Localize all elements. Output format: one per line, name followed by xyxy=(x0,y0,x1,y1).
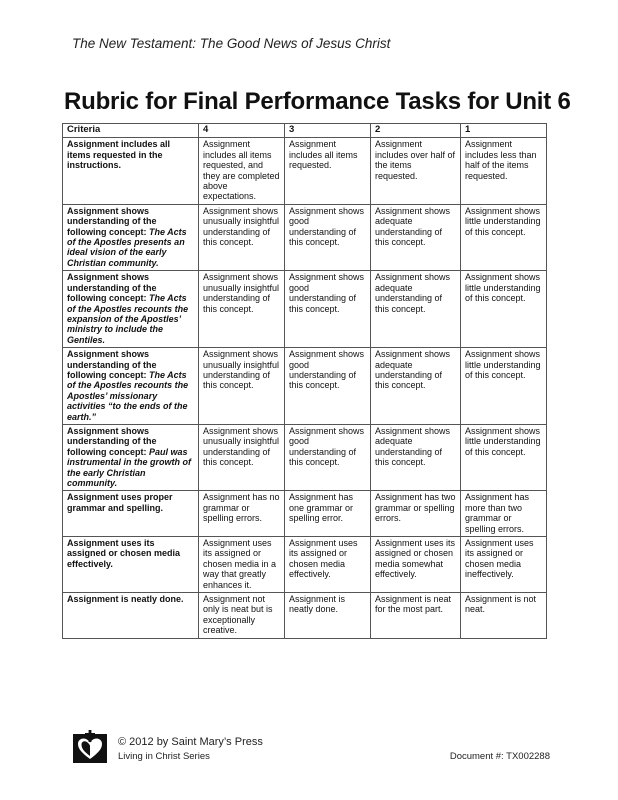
score-3-cell: Assignment uses its assigned or chosen media effectively. xyxy=(285,537,371,593)
score-3-cell: Assignment includes all items requested. xyxy=(285,138,371,204)
table-row xyxy=(63,138,547,204)
criterion-text: Assignment shows understanding of the following concept: xyxy=(67,205,157,237)
score-3-cell: Assignment shows good understanding of this concept. xyxy=(285,348,371,425)
criterion-text: Assignment shows understanding of the following concept: xyxy=(67,349,157,380)
score-4-cell: Assignment not only is neat but is exceptionally creative. xyxy=(199,593,285,639)
score-2-cell: Assignment shows adequate understanding of this concept. xyxy=(371,424,461,490)
criterion-concept: The Acts of the Apostles recounts the Apostles’ missionary activities “to the ends of the earth.” xyxy=(67,369,189,422)
criterion-concept: The Acts of the Apostles presents an ideal vision of the early Christian community. xyxy=(67,226,187,268)
column-header-criteria: Criteria xyxy=(63,124,199,138)
column-header-score-2: 2 xyxy=(371,124,461,138)
column-header-score-3: 3 xyxy=(285,124,371,138)
table-row xyxy=(63,204,547,270)
saint-marys-press-logo xyxy=(72,730,108,764)
score-4-cell: Assignment shows unusually insightful understanding of this concept. xyxy=(199,204,285,270)
page-title: Rubric for Final Performance Tasks for Unit 6 xyxy=(64,88,571,115)
score-4-cell: Assignment has no grammar or spelling errors. xyxy=(199,491,285,537)
criterion-text: Assignment is neatly done. xyxy=(67,594,184,605)
score-4-cell: Assignment shows unusually insightful understanding of this concept. xyxy=(199,271,285,348)
score-1-cell: Assignment has more than two grammar or spelling errors. xyxy=(461,491,547,537)
score-1-cell: Assignment uses its assigned or chosen media ineffectively. xyxy=(461,537,547,593)
table-row xyxy=(63,424,547,490)
score-4-cell: Assignment shows unusually insightful understanding of this concept. xyxy=(199,424,285,490)
criterion-cell xyxy=(63,204,199,270)
series-title: The New Testament: The Good News of Jesus Christ xyxy=(72,36,391,51)
score-2-cell: Assignment includes over half of the items requested. xyxy=(371,138,461,204)
score-1-cell: Assignment shows little understanding of this concept. xyxy=(461,348,547,425)
table-row xyxy=(63,271,547,348)
criterion-text: Assignment uses its assigned or chosen media effectively. xyxy=(67,538,181,569)
table-row xyxy=(63,537,547,593)
score-1-cell: Assignment shows little understanding of this concept. xyxy=(461,271,547,348)
score-3-cell: Assignment shows good understanding of this concept. xyxy=(285,204,371,270)
score-1-cell: Assignment shows little understanding of this concept. xyxy=(461,424,547,490)
score-1-cell: Assignment includes less than half of the items requested. xyxy=(461,138,547,204)
column-header-score-4: 4 xyxy=(199,124,285,138)
criterion-concept: The Acts of the Apostles recounts the expansion of the Apostles’ ministry to include the Gentiles. xyxy=(67,293,189,345)
score-2-cell: Assignment uses its assigned or chosen media somewhat effectively. xyxy=(371,537,461,593)
document-number: Document #: TX002288 xyxy=(449,751,550,762)
score-3-cell: Assignment is neatly done. xyxy=(285,593,371,639)
score-2-cell: Assignment is neat for the most part. xyxy=(371,593,461,639)
score-2-cell: Assignment shows adequate understanding of this concept. xyxy=(371,271,461,348)
criterion-cell xyxy=(63,491,199,537)
column-header-score-1: 1 xyxy=(461,124,547,138)
footer xyxy=(66,728,550,768)
criterion-cell xyxy=(63,348,199,425)
table-row xyxy=(63,593,547,639)
criterion-concept: Paul was instrumental in the growth of the early Christian community. xyxy=(67,446,191,488)
score-3-cell: Assignment has one grammar or spelling error. xyxy=(285,491,371,537)
table-row xyxy=(63,348,547,425)
score-3-cell: Assignment shows good understanding of this concept. xyxy=(285,424,371,490)
score-1-cell: Assignment shows little understanding of this concept. xyxy=(461,204,547,270)
criterion-cell xyxy=(63,138,199,204)
criterion-text: Assignment shows understanding of the following concept: xyxy=(67,272,157,304)
rubric-table xyxy=(62,123,547,639)
score-3-cell: Assignment shows good understanding of this concept. xyxy=(285,271,371,348)
criterion-text: Assignment uses proper grammar and spelling. xyxy=(67,492,173,513)
score-4-cell: Assignment shows unusually insightful understanding of this concept. xyxy=(199,348,285,425)
score-4-cell: Assignment uses its assigned or chosen media in a way that greatly enhances it. xyxy=(199,537,285,593)
criterion-cell xyxy=(63,424,199,490)
score-2-cell: Assignment shows adequate understanding of this concept. xyxy=(371,348,461,425)
series-name: Living in Christ Series xyxy=(118,751,210,762)
table-row xyxy=(63,491,547,537)
criterion-cell xyxy=(63,271,199,348)
copyright-text: © 2012 by Saint Mary’s Press xyxy=(118,736,263,748)
score-2-cell: Assignment shows adequate understanding of this concept. xyxy=(371,204,461,270)
criterion-cell xyxy=(63,593,199,639)
score-4-cell: Assignment includes all items requested, and they are completed above expectations. xyxy=(199,138,285,204)
rubric-body xyxy=(63,138,547,638)
score-2-cell: Assignment has two grammar or spelling errors. xyxy=(371,491,461,537)
score-1-cell: Assignment is not neat. xyxy=(461,593,547,639)
criterion-text: Assignment includes all items requested in the instructions. xyxy=(67,139,171,171)
criterion-cell xyxy=(63,537,199,593)
criterion-text: Assignment shows understanding of the following concept: xyxy=(67,425,157,457)
header-row xyxy=(63,124,547,138)
